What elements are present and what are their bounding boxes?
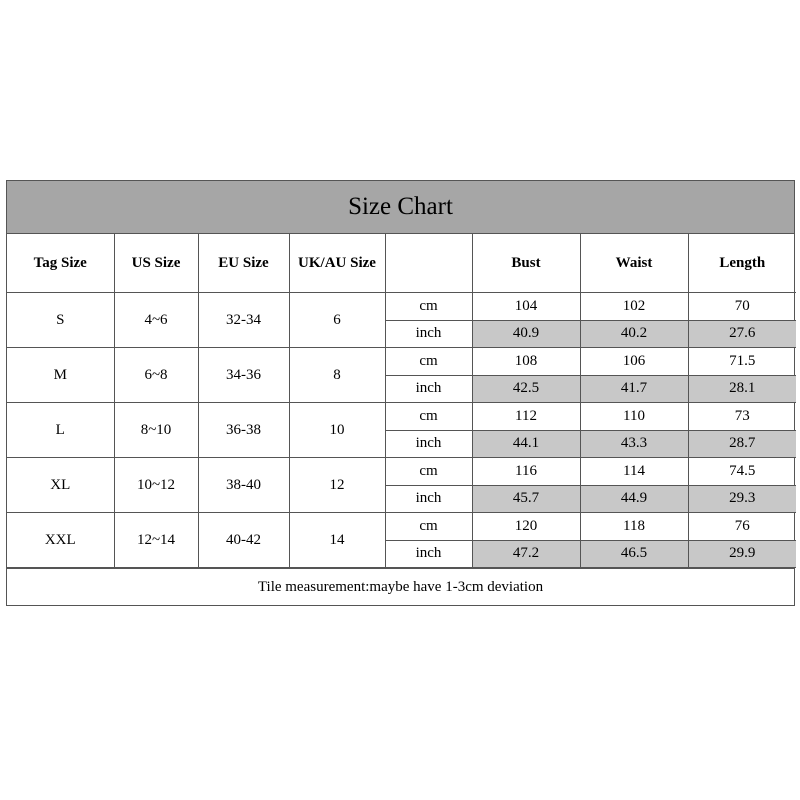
bust-cm-cell: 112: [472, 403, 580, 431]
header-row: [7, 234, 796, 293]
header-us-size: US Size: [114, 234, 198, 293]
us-size-cell: 10~12: [114, 458, 198, 513]
header-tag-size: Tag Size: [7, 234, 114, 293]
tag-size-cell: L: [7, 403, 114, 458]
size-table: [7, 234, 796, 568]
ukau-size-cell: 12: [289, 458, 385, 513]
ukau-size-cell: 14: [289, 513, 385, 568]
chart-title: Size Chart: [7, 181, 794, 234]
waist-inch-cell: 40.2: [580, 320, 688, 348]
bust-cm-cell: 116: [472, 458, 580, 486]
header-waist: Waist: [580, 234, 688, 293]
length-cm-cell: 74.5: [688, 458, 796, 486]
eu-size-cell: 36-38: [198, 403, 289, 458]
waist-inch-cell: 44.9: [580, 485, 688, 513]
length-inch-cell: 29.3: [688, 485, 796, 513]
table-row: [7, 458, 796, 486]
bust-cm-cell: 120: [472, 513, 580, 541]
unit-cm-label: cm: [385, 458, 472, 486]
tag-size-cell: M: [7, 348, 114, 403]
tag-size-cell: XL: [7, 458, 114, 513]
bust-inch-cell: 47.2: [472, 540, 580, 568]
header-ukau-size: UK/AU Size: [289, 234, 385, 293]
us-size-cell: 8~10: [114, 403, 198, 458]
table-row: [7, 348, 796, 376]
unit-cm-label: cm: [385, 513, 472, 541]
header-length: Length: [688, 234, 796, 293]
ukau-size-cell: 8: [289, 348, 385, 403]
bust-inch-cell: 42.5: [472, 375, 580, 403]
us-size-cell: 12~14: [114, 513, 198, 568]
header-eu-size: EU Size: [198, 234, 289, 293]
header-unit: [385, 234, 472, 293]
waist-inch-cell: 46.5: [580, 540, 688, 568]
length-cm-cell: 73: [688, 403, 796, 431]
header-bust: Bust: [472, 234, 580, 293]
bust-inch-cell: 44.1: [472, 430, 580, 458]
bust-cm-cell: 108: [472, 348, 580, 376]
ukau-size-cell: 10: [289, 403, 385, 458]
waist-cm-cell: 102: [580, 293, 688, 321]
unit-inch-label: inch: [385, 320, 472, 348]
length-cm-cell: 70: [688, 293, 796, 321]
unit-inch-label: inch: [385, 430, 472, 458]
waist-inch-cell: 41.7: [580, 375, 688, 403]
eu-size-cell: 40-42: [198, 513, 289, 568]
eu-size-cell: 34-36: [198, 348, 289, 403]
table-row: [7, 403, 796, 431]
bust-cm-cell: 104: [472, 293, 580, 321]
length-inch-cell: 29.9: [688, 540, 796, 568]
eu-size-cell: 38-40: [198, 458, 289, 513]
bust-inch-cell: 40.9: [472, 320, 580, 348]
length-inch-cell: 28.1: [688, 375, 796, 403]
length-inch-cell: 28.7: [688, 430, 796, 458]
unit-inch-label: inch: [385, 540, 472, 568]
length-cm-cell: 76: [688, 513, 796, 541]
length-inch-cell: 27.6: [688, 320, 796, 348]
us-size-cell: 6~8: [114, 348, 198, 403]
waist-cm-cell: 110: [580, 403, 688, 431]
ukau-size-cell: 6: [289, 293, 385, 348]
eu-size-cell: 32-34: [198, 293, 289, 348]
waist-cm-cell: 118: [580, 513, 688, 541]
size-chart: [6, 180, 795, 606]
table-row: [7, 513, 796, 541]
tag-size-cell: XXL: [7, 513, 114, 568]
waist-cm-cell: 114: [580, 458, 688, 486]
table-row: [7, 293, 796, 321]
us-size-cell: 4~6: [114, 293, 198, 348]
deviation-note: Tile measurement:maybe have 1-3cm deviation: [7, 568, 794, 605]
length-cm-cell: 71.5: [688, 348, 796, 376]
unit-cm-label: cm: [385, 403, 472, 431]
bust-inch-cell: 45.7: [472, 485, 580, 513]
unit-cm-label: cm: [385, 293, 472, 321]
waist-inch-cell: 43.3: [580, 430, 688, 458]
unit-inch-label: inch: [385, 375, 472, 403]
unit-inch-label: inch: [385, 485, 472, 513]
unit-cm-label: cm: [385, 348, 472, 376]
tag-size-cell: S: [7, 293, 114, 348]
waist-cm-cell: 106: [580, 348, 688, 376]
